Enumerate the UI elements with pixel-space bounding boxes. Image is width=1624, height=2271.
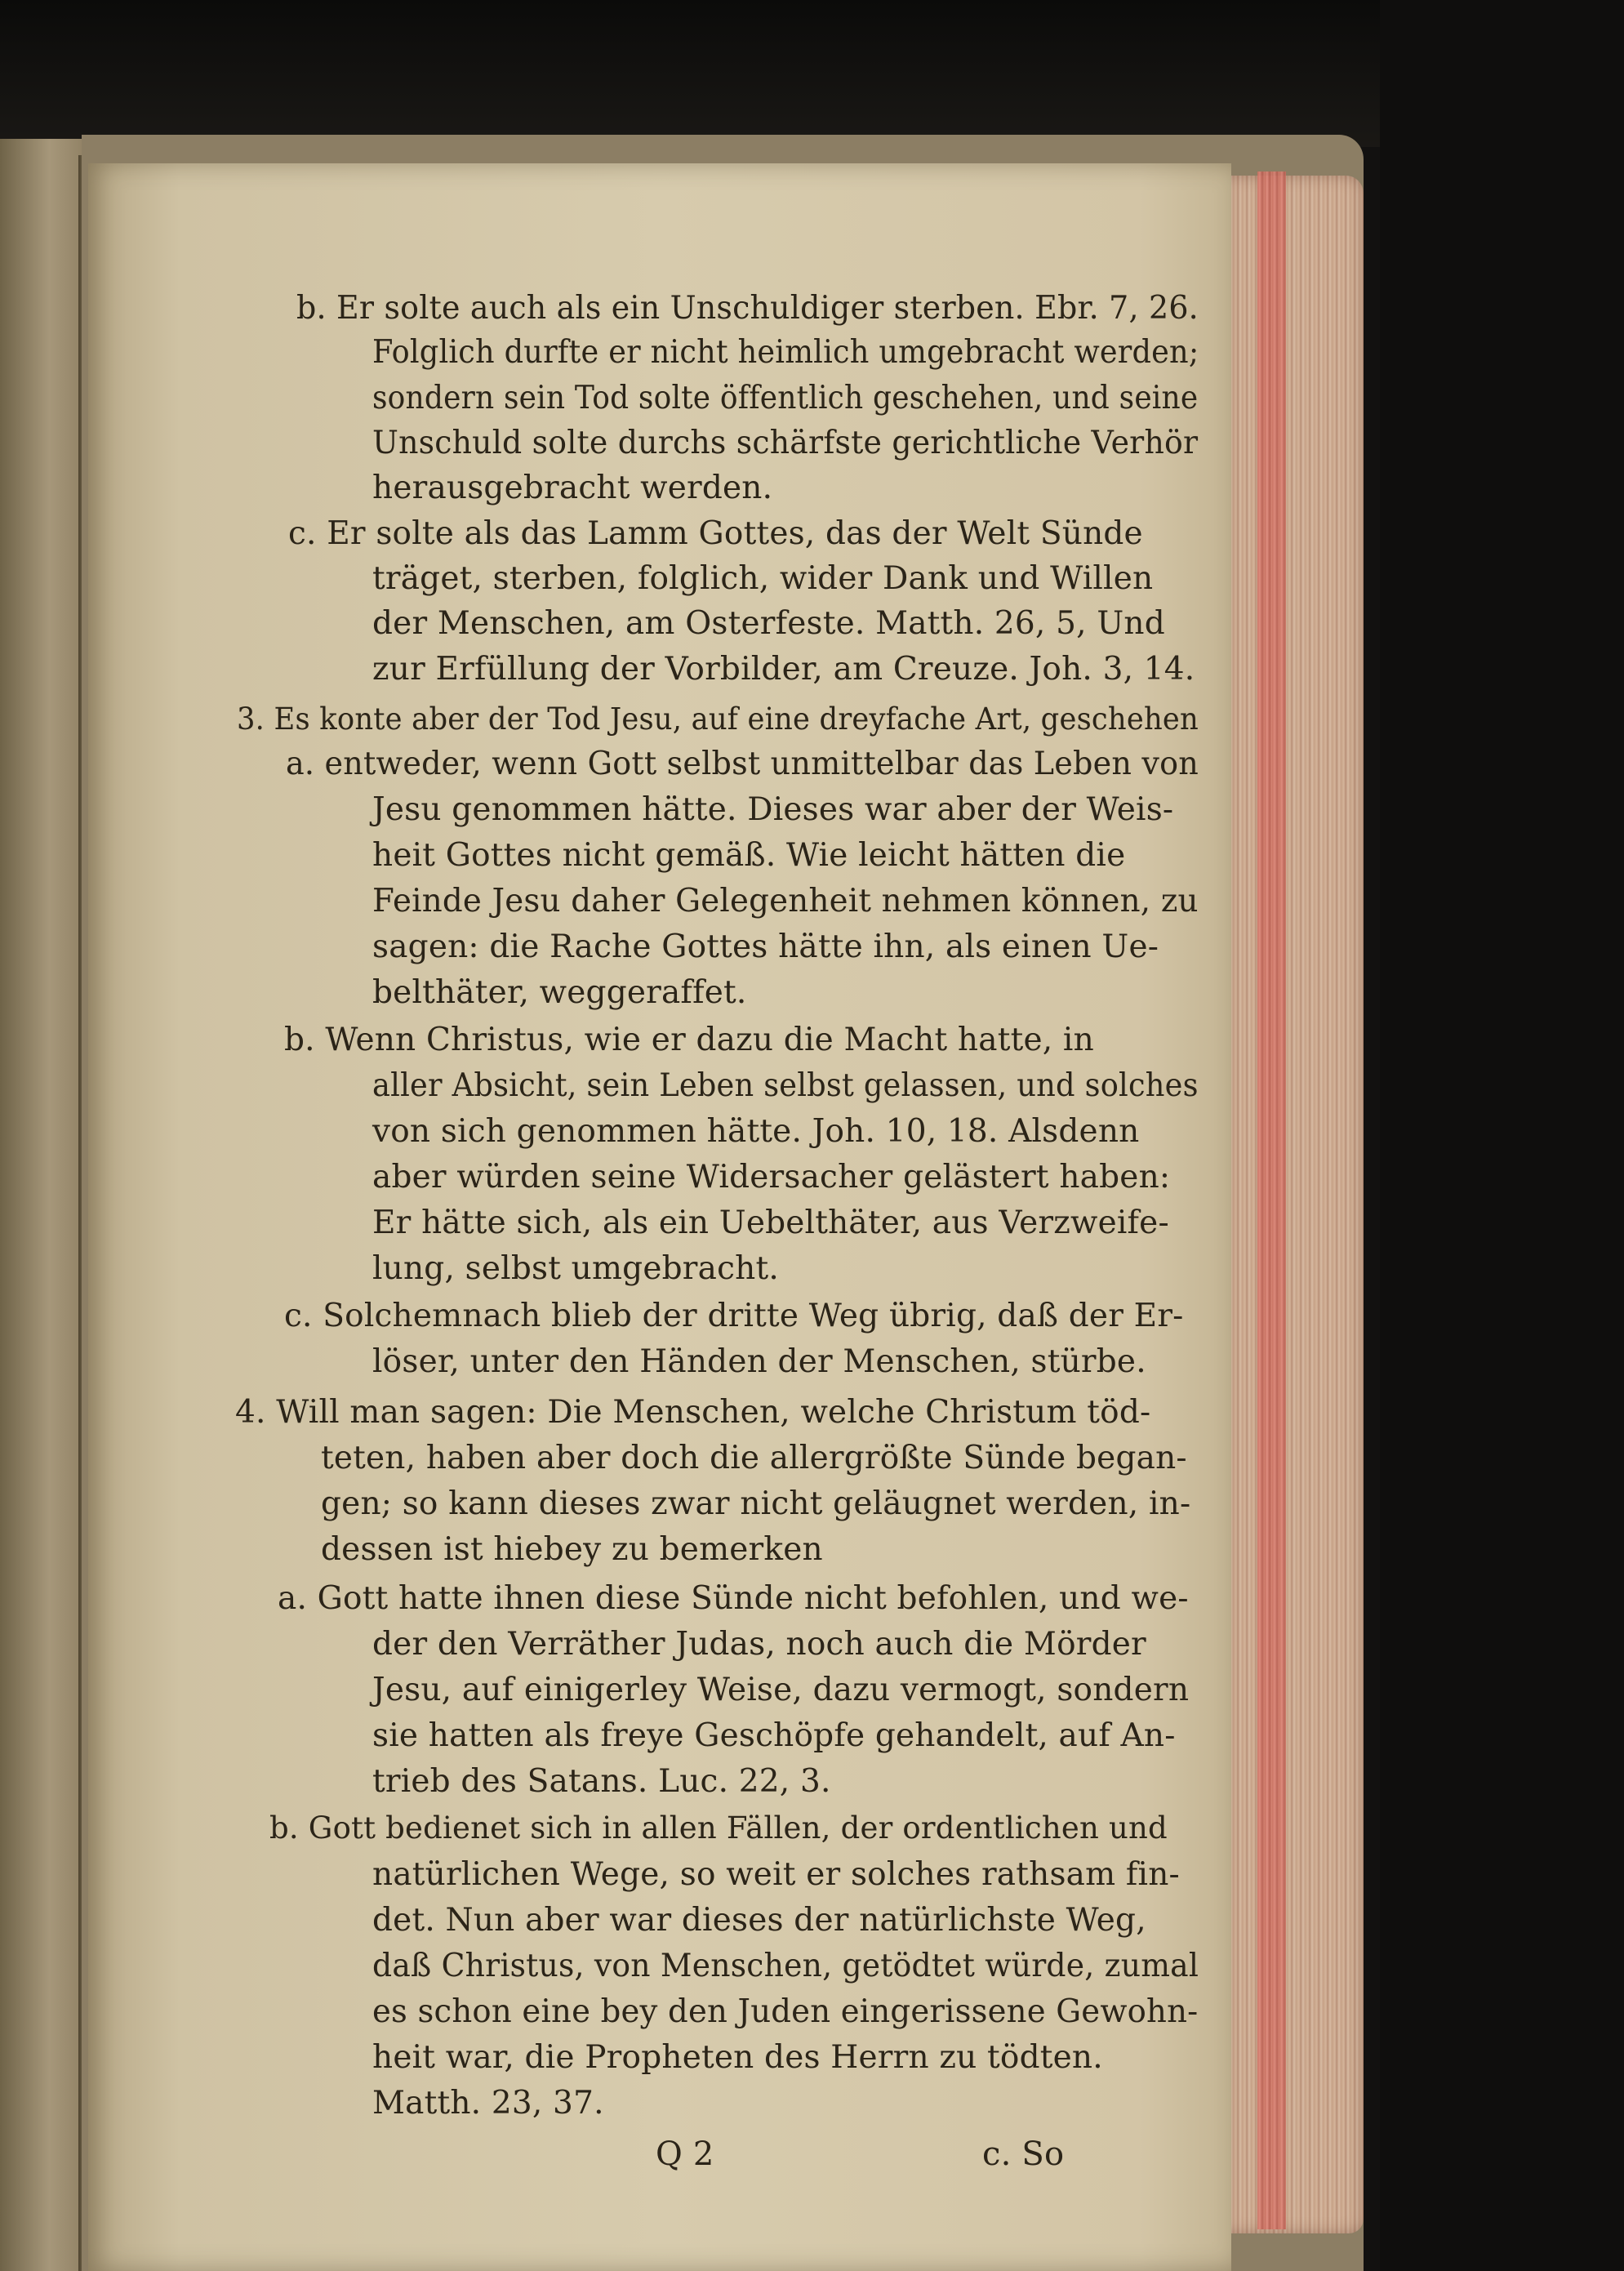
text-line: der Menschen, am Osterfeste. Matth. 26, 5, Und [372,605,1165,642]
text-line: 4. Will man sagen: Die Menschen, welche Christum töd- [235,1394,1151,1431]
text-line: a. Gott hatte ihnen diese Sünde nicht befohlen, und we- [278,1580,1189,1617]
book-page [88,163,1231,2271]
text-line: c. Er solte als das Lamm Gottes, das der Welt Sünde [288,515,1143,552]
text-line: der den Verräther Judas, noch auch die Mörder [372,1626,1146,1663]
signature-mark: Q 2 [656,2135,714,2173]
text-line: es schon eine bey den Juden eingerissene Gewohn- [372,1993,1199,2030]
text-line: Feinde Jesu daher Gelegenheit nehmen können, zu [372,883,1199,920]
text-line: Unschuld solte durchs schärfste gerichtliche Verhör [372,425,1199,461]
text-line: daß Christus, von Menschen, getödtet würde, zumal [372,1948,1199,1984]
text-line: aber würden seine Widersacher gelästert haben: [372,1159,1171,1196]
text-line: lung, selbst umgebracht. [372,1250,779,1287]
previous-page-edge [0,139,90,2271]
text-line: gen; so kann dieses zwar nicht geläugnet werden, in- [321,1485,1191,1522]
text-line: det. Nun aber war dieses der natürlichste Weg, [372,1902,1146,1939]
text-line: sie hatten als freye Geschöpfe gehandelt, auf An- [372,1717,1176,1754]
text-line: aller Absicht, sein Leben selbst gelassen, und solches [372,1067,1199,1104]
text-line: teten, haben aber doch die allergrößte Sünde began- [321,1440,1187,1476]
page-edges [1225,176,1364,2233]
text-line: a. entweder, wenn Gott selbst unmittelbar das Leben von [286,746,1199,782]
text-line: b. Er solte auch als ein Unschuldiger sterben. Ebr. 7, 26. [296,290,1199,327]
text-line: sondern sein Tod solte öffentlich geschehen, und seine [372,380,1199,416]
text-line: natürlichen Wege, so weit er solches rathsam fin- [372,1856,1180,1893]
text-line: Jesu, auf einigerley Weise, dazu vermogt, sondern [372,1672,1190,1708]
text-line: sagen: die Rache Gottes hätte ihn, als einen Ue- [372,928,1159,965]
text-line: träget, sterben, folglich, wider Dank und Willen [372,560,1154,597]
text-line: Jesu genommen hätte. Dieses war aber der Weis- [372,791,1174,828]
text-line: Er hätte sich, als ein Uebelthäter, aus Verzweife- [372,1205,1169,1241]
text-line: 3. Es konte aber der Tod Jesu, auf eine dreyfache Art, geschehen [237,701,1199,737]
text-line: c. Solchemnach blieb der dritte Weg übrig, daß der Er- [284,1298,1184,1334]
red-edge-stain [1257,171,1286,2229]
text-line: heit war, die Propheten des Herrn zu tödten. [372,2039,1103,2076]
text-line: von sich genommen hätte. Joh. 10, 18. Alsdenn [372,1113,1140,1150]
text-line: löser, unter den Händen der Menschen, stürbe. [372,1343,1146,1380]
text-line: zur Erfüllung der Vorbilder, am Creuze. Joh. 3, 14. [372,651,1195,688]
text-line: Matth. 23, 37. [372,2085,604,2122]
text-line: trieb des Satans. Luc. 22, 3. [372,1763,831,1800]
text-line: heit Gottes nicht gemäß. Wie leicht hätten die [372,837,1126,874]
text-line: b. Gott bedienet sich in allen Fällen, der ordentlichen und [269,1810,1168,1846]
text-line: b. Wenn Christus, wie er dazu die Macht hatte, in [284,1022,1094,1058]
catchword: c. So [982,2135,1065,2173]
text-line: Folglich durfte er nicht heimlich umgebracht werden; [372,334,1199,371]
text-line: herausgebracht werden. [372,470,773,506]
text-line: dessen ist hiebey zu bemerken [321,1531,823,1568]
backdrop-right [1380,0,1624,2271]
text-line: belthäter, weggeraffet. [372,974,747,1011]
